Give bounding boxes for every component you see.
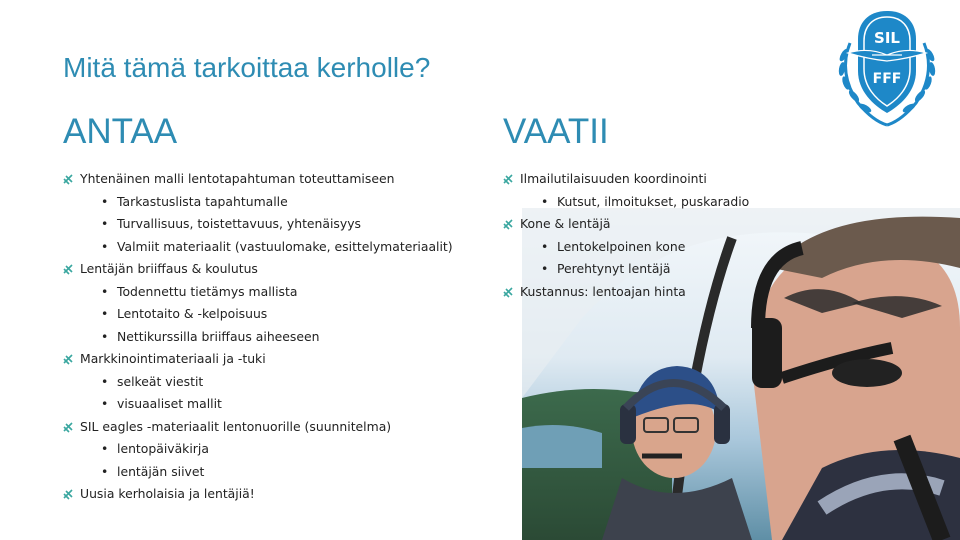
bullet-text: Lentäjän briiffaus & koulutus	[80, 261, 258, 276]
sil-logo	[828, 3, 946, 131]
list-item: Yhtenäinen malli lentotapahtuman toteuttamiseen • Tarkastuslista tapahtumalle • Turvallisuus, toistettavuus, yhtenäisyys • Valmiit materiaalit (vastuulomake, esittelymateriaalit)	[63, 168, 493, 258]
bullet-icon	[63, 354, 74, 365]
bullet-text: Yhtenäinen malli lentotapahtuman toteuttamiseen	[80, 171, 395, 186]
bullet-text: Kone & lentäjä	[520, 216, 611, 231]
bullet-text: Uusia kerholaisia ja lentäjiä!	[80, 486, 255, 501]
bullet-icon	[63, 422, 74, 433]
list-item	[63, 483, 493, 506]
sub-bullet-text: Perehtynyt lentäjä	[557, 261, 671, 276]
bullet-icon	[63, 489, 74, 500]
bullet-text: Kustannus: lentoajan hinta	[520, 283, 686, 299]
sub-bullet-text: Kutsut, ilmoitukset, puskaradio	[557, 193, 750, 209]
logo-top-text: SIL	[874, 29, 900, 47]
list-item: Kone & lentäjä • Lentokelpoinen kone • Perehtynyt lentäjä	[503, 213, 803, 281]
sub-bullet-text: lentopäiväkirja	[117, 441, 209, 456]
sub-bullet-text: Lentotaito & -kelpoisuus	[117, 306, 268, 321]
sub-bullet-text: Lentokelpoinen kone	[557, 238, 686, 254]
bullet-icon	[63, 264, 74, 275]
bullet-icon	[503, 287, 514, 298]
bullet-icon	[503, 174, 514, 185]
sub-bullet-text: Nettikurssilla briiffaus aiheeseen	[117, 328, 320, 344]
sub-bullet-text: Tarkastuslista tapahtumalle	[117, 193, 288, 209]
sub-bullet-text: selkeät viestit	[117, 373, 204, 389]
sub-bullet-text: Turvallisuus, toistettavuus, yhtenäisyys	[117, 216, 362, 231]
bullet-text: Markkinointimateriaali ja -tuki	[80, 351, 266, 366]
bullet-text: SIL eagles -materiaalit lentonuorille (suunnitelma)	[80, 418, 392, 434]
left-column	[63, 168, 493, 506]
list-item: Ilmailutilaisuuden koordinointi • Kutsut, ilmoitukset, puskaradio	[503, 168, 803, 213]
sub-bullet-text: visuaaliset mallit	[117, 396, 222, 411]
sub-bullet-text: Valmiit materiaalit (vastuulomake, esittelymateriaalit)	[117, 238, 453, 254]
bullet-icon	[503, 219, 514, 230]
right-column	[503, 168, 803, 303]
list-item: Lentäjän briiffaus & koulutus • Todennettu tietämys mallista • Lentotaito & -kelpoisuus • Nettikurssilla briiffaus aiheeseen	[63, 258, 493, 348]
logo-bottom-text: FFF	[872, 71, 902, 87]
list-item	[503, 281, 803, 304]
list-item: Markkinointimateriaali ja -tuki • selkeät viestit • visuaaliset mallit	[63, 348, 493, 416]
list-item: SIL eagles -materiaalit lentonuorille (suunnitelma) • lentopäiväkirja • lentäjän siivet	[63, 416, 493, 484]
heading-vaatii: VAATII	[503, 112, 609, 151]
sub-bullet-text: lentäjän siivet	[117, 463, 205, 479]
slide-title: Mitä tämä tarkoittaa kerholle?	[63, 52, 431, 83]
heading-antaa: ANTAA	[63, 112, 178, 151]
bullet-text: Ilmailutilaisuuden koordinointi	[520, 171, 707, 186]
bullet-icon	[63, 174, 74, 185]
sub-bullet-text: Todennettu tietämys mallista	[117, 283, 298, 299]
